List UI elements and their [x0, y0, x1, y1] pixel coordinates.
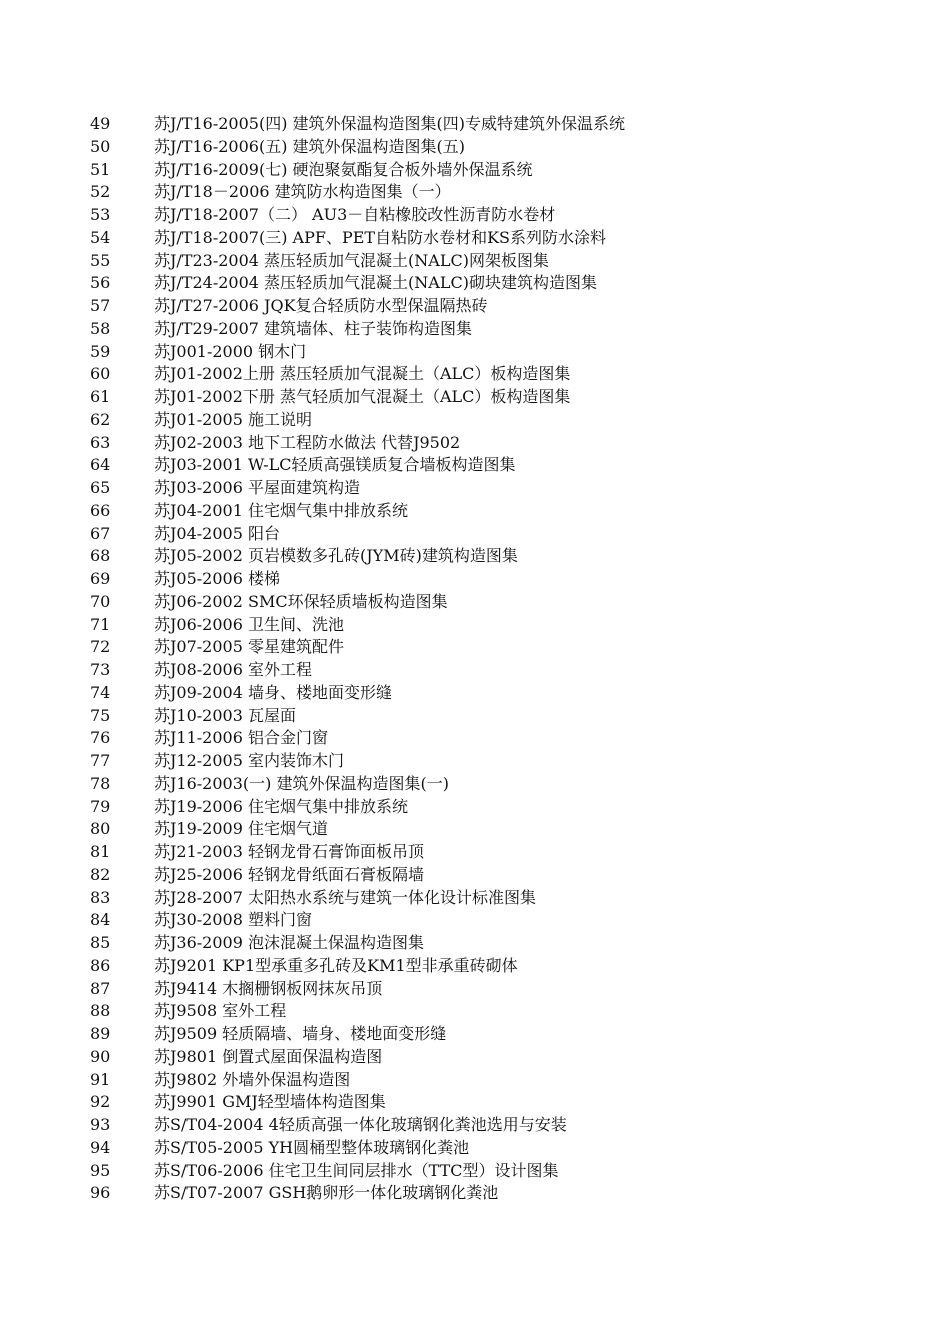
item-number: 55	[90, 250, 111, 270]
item-title: 苏J9801 倒置式屋面保温构造图	[154, 1046, 383, 1066]
list-item	[0, 591, 950, 614]
item-title: 苏J28-2007 太阳热水系统与建筑一体化设计标准图集	[154, 887, 536, 907]
item-title: 苏J/T16-2006(五) 建筑外保温构造图集(五)	[154, 136, 466, 156]
item-title: 苏J01-2005 施工说明	[154, 409, 312, 429]
item-title: 苏J03-2001 W-LC轻质高强镁质复合墙板构造图集	[154, 455, 516, 475]
item-number: 53	[90, 205, 111, 224]
list-item	[0, 409, 950, 432]
item-number: 92	[90, 1092, 111, 1112]
item-title: 苏J12-2005 室内装饰木门	[154, 751, 344, 770]
list-item	[0, 682, 950, 705]
list-item	[0, 614, 950, 637]
item-number: 80	[90, 819, 111, 839]
item-number: 52	[90, 182, 111, 202]
item-title: 苏J19-2006 住宅烟气集中排放系统	[154, 796, 408, 816]
item-number: 79	[90, 796, 111, 816]
item-title: 苏J/T23-2004 蒸压轻质加气混凝土(NALC)网架板图集	[154, 250, 549, 270]
item-title: 苏J9901 GMJ轻型墙体构造图集	[154, 1092, 386, 1112]
list-item	[0, 227, 950, 250]
list-item	[0, 1137, 950, 1160]
item-number: 77	[90, 751, 111, 770]
item-number: 85	[90, 933, 111, 952]
item-number: 51	[90, 159, 111, 179]
item-title: 苏J10-2003 瓦屋面	[154, 705, 296, 725]
item-title: 苏J9414 木搁栅钢板网抹灰吊顶	[154, 978, 383, 998]
item-number: 95	[90, 1160, 111, 1180]
item-title: 苏J04-2001 住宅烟气集中排放系统	[154, 500, 408, 520]
list-item	[0, 1160, 950, 1183]
item-number: 56	[90, 273, 111, 293]
item-title: 苏S/T07-2007 GSH鹅卵形一体化玻璃钢化粪池	[154, 1183, 499, 1203]
item-number: 94	[90, 1137, 111, 1157]
standards-list	[0, 113, 950, 1205]
list-item	[0, 113, 950, 136]
item-title: 苏J/T27-2006 JQK复合轻质防水型保温隔热砖	[154, 296, 488, 315]
item-title: 苏J9201 KP1型承重多孔砖及KM1型非承重砖砌体	[154, 955, 518, 975]
item-title: 苏S/T05-2005 YH圆桶型整体玻璃钢化粪池	[154, 1137, 470, 1157]
list-item	[0, 864, 950, 887]
list-item	[0, 932, 950, 955]
item-number: 90	[90, 1046, 111, 1066]
item-number: 93	[90, 1115, 111, 1134]
item-title: 苏J06-2002 SMC环保轻质墙板构造图集	[154, 591, 448, 611]
item-title: 苏J/T18－2006 建筑防水构造图集（一）	[154, 182, 451, 202]
item-number: 61	[90, 387, 111, 406]
list-item	[0, 705, 950, 728]
item-number: 82	[90, 864, 111, 884]
item-number: 69	[90, 569, 111, 588]
item-number: 49	[90, 114, 111, 133]
list-item	[0, 818, 950, 841]
list-item	[0, 636, 950, 659]
list-item	[0, 955, 950, 978]
item-title: 苏J08-2006 室外工程	[154, 660, 312, 679]
item-number: 74	[90, 682, 111, 702]
list-item	[0, 909, 950, 932]
item-title: 苏J/T16-2005(四) 建筑外保温构造图集(四)专威特建筑外保温系统	[154, 114, 626, 133]
item-title: 苏S/T04-2004 4轻质高强一体化玻璃钢化粪池选用与安装	[154, 1115, 567, 1134]
item-title: 苏J/T16-2009(七) 硬泡聚氨酯复合板外墙外保温系统	[154, 159, 533, 179]
list-item	[0, 1114, 950, 1137]
list-item	[0, 1182, 950, 1205]
item-number: 72	[90, 637, 111, 657]
item-number: 68	[90, 546, 111, 566]
item-title: 苏J30-2008 塑料门窗	[154, 910, 312, 930]
item-title: 苏J9509 轻质隔墙、墙身、楼地面变形缝	[154, 1024, 447, 1043]
item-title: 苏J03-2006 平屋面建筑构造	[154, 478, 360, 497]
item-title: 苏J25-2006 轻钢龙骨纸面石膏板隔墙	[154, 864, 424, 884]
item-number: 66	[90, 500, 111, 520]
item-title: 苏J06-2006 卫生间、洗池	[154, 614, 344, 634]
list-item	[0, 477, 950, 500]
list-item	[0, 727, 950, 750]
list-item	[0, 272, 950, 295]
item-number: 58	[90, 318, 111, 338]
item-title: 苏J11-2006 铝合金门窗	[154, 728, 328, 748]
list-item	[0, 341, 950, 364]
list-item	[0, 295, 950, 318]
item-number: 59	[90, 341, 111, 361]
list-item	[0, 136, 950, 159]
item-number: 83	[90, 887, 111, 907]
item-title: 苏J9802 外墙外保温构造图	[154, 1069, 351, 1089]
item-number: 65	[90, 478, 111, 497]
item-title: 苏J/T24-2004 蒸压轻质加气混凝土(NALC)砌块建筑构造图集	[154, 273, 597, 293]
item-title: 苏J21-2003 轻钢龙骨石膏饰面板吊顶	[154, 842, 424, 861]
list-item	[0, 887, 950, 910]
item-title: 苏J9508 室外工程	[154, 1001, 287, 1021]
item-number: 70	[90, 591, 111, 611]
list-item	[0, 841, 950, 864]
list-item	[0, 204, 950, 227]
item-title: 苏J07-2005 零星建筑配件	[154, 637, 344, 657]
list-item	[0, 454, 950, 477]
list-item	[0, 523, 950, 546]
item-number: 50	[90, 136, 111, 156]
item-number: 88	[90, 1001, 111, 1021]
item-title: 苏J01-2002上册 蒸压轻质加气混凝土（ALC）板构造图集	[154, 364, 571, 384]
item-number: 89	[90, 1024, 111, 1043]
item-title: 苏J16-2003(一) 建筑外保温构造图集(一)	[154, 773, 449, 793]
list-item	[0, 432, 950, 455]
item-number: 57	[90, 296, 111, 315]
item-number: 75	[90, 705, 111, 725]
list-item	[0, 159, 950, 182]
list-item	[0, 545, 950, 568]
item-number: 78	[90, 773, 111, 793]
item-number: 81	[90, 842, 111, 861]
list-item	[0, 1091, 950, 1114]
item-title: 苏J19-2009 住宅烟气道	[154, 819, 328, 839]
list-item	[0, 1046, 950, 1069]
item-number: 76	[90, 728, 111, 748]
item-number: 67	[90, 523, 111, 543]
list-item	[0, 773, 950, 796]
item-number: 54	[90, 227, 111, 247]
item-number: 86	[90, 955, 111, 975]
item-number: 71	[90, 614, 111, 634]
item-title: 苏S/T06-2006 住宅卫生间同层排水（TTC型）设计图集	[154, 1160, 559, 1180]
item-number: 91	[90, 1069, 111, 1089]
item-title: 苏J/T18-2007(三) APF、PET自粘防水卷材和KS系列防水涂料	[154, 227, 606, 247]
list-item	[0, 978, 950, 1001]
item-title: 苏J05-2002 页岩模数多孔砖(JYM砖)建筑构造图集	[154, 546, 518, 566]
list-item	[0, 386, 950, 409]
item-number: 63	[90, 432, 111, 452]
list-item	[0, 659, 950, 682]
list-item	[0, 1069, 950, 1092]
item-title: 苏J02-2003 地下工程防水做法 代替J9502	[154, 432, 461, 452]
item-title: 苏J001-2000 钢木门	[154, 341, 307, 361]
item-number: 64	[90, 455, 111, 475]
list-item	[0, 1000, 950, 1023]
item-number: 96	[90, 1183, 111, 1203]
item-title: 苏J09-2004 墙身、楼地面变形缝	[154, 682, 392, 702]
list-item	[0, 363, 950, 386]
list-item	[0, 181, 950, 204]
list-item	[0, 750, 950, 773]
list-item	[0, 1023, 950, 1046]
item-title: 苏J36-2009 泡沫混凝土保温构造图集	[154, 933, 424, 952]
item-title: 苏J04-2005 阳台	[154, 523, 280, 543]
item-title: 苏J/T18-2007（二） AU3－自粘橡胶改性沥青防水卷材	[154, 205, 556, 224]
item-number: 73	[90, 660, 111, 679]
list-item	[0, 500, 950, 523]
item-number: 62	[90, 409, 111, 429]
item-number: 87	[90, 978, 111, 998]
list-item	[0, 250, 950, 273]
item-number: 84	[90, 910, 111, 930]
list-item	[0, 318, 950, 341]
item-title: 苏J/T29-2007 建筑墙体、柱子装饰构造图集	[154, 318, 473, 338]
item-number: 60	[90, 364, 111, 384]
list-item	[0, 796, 950, 819]
list-item	[0, 568, 950, 591]
item-title: 苏J01-2002下册 蒸气轻质加气混凝土（ALC）板构造图集	[154, 387, 571, 406]
item-title: 苏J05-2006 楼梯	[154, 569, 280, 588]
